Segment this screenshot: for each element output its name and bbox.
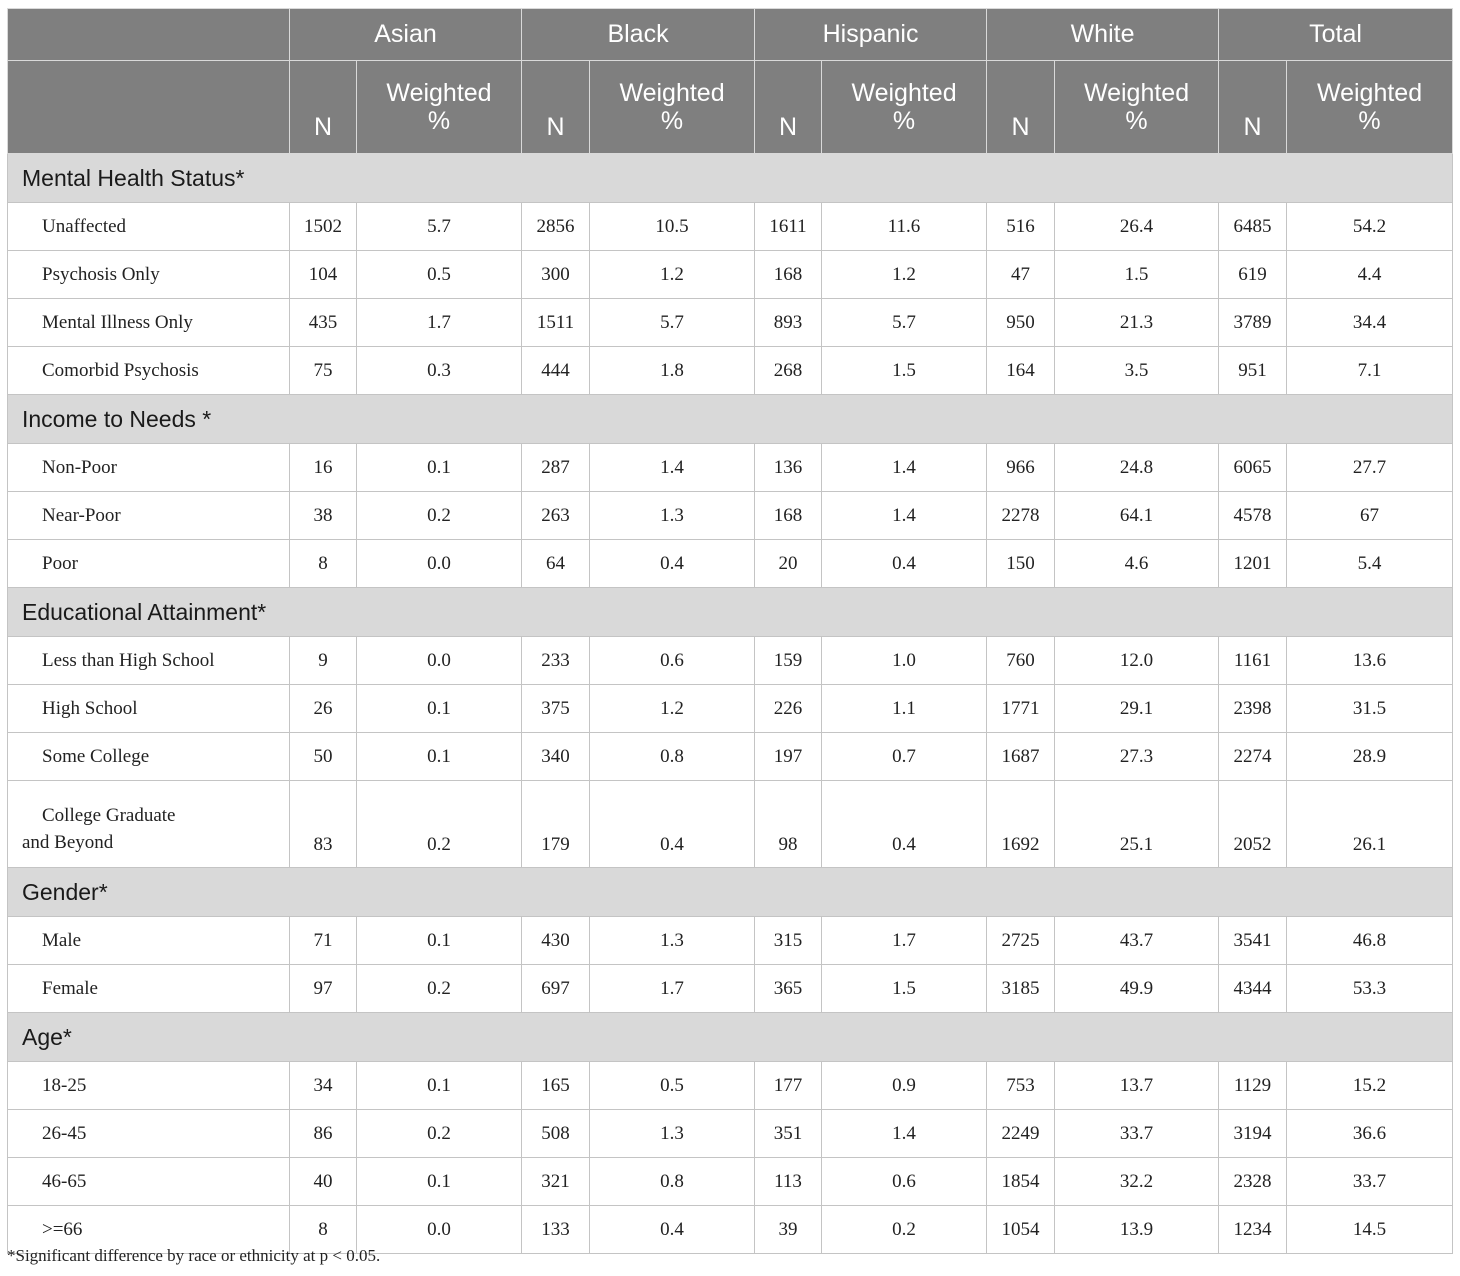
cell-weighted-pct: 67 — [1287, 492, 1453, 540]
cell-n: 340 — [522, 733, 590, 781]
cell-weighted-pct: 0.2 — [357, 492, 522, 540]
cell-n: 1234 — [1219, 1206, 1287, 1254]
header-weighted-line2: % — [892, 107, 916, 135]
cell-n: 1511 — [522, 299, 590, 347]
cell-n: 619 — [1219, 251, 1287, 299]
cell-weighted-pct: 1.2 — [590, 685, 755, 733]
header-weighted-line2: % — [427, 107, 451, 135]
cell-weighted-pct: 0.4 — [822, 540, 987, 588]
cell-weighted-pct: 26.4 — [1055, 203, 1219, 251]
cell-weighted-pct: 0.2 — [357, 781, 522, 868]
cell-n: 165 — [522, 1062, 590, 1110]
cell-n: 6065 — [1219, 444, 1287, 492]
cell-weighted-pct: 0.8 — [590, 733, 755, 781]
cell-weighted-pct: 1.3 — [590, 1110, 755, 1158]
cell-n: 2398 — [1219, 685, 1287, 733]
cell-weighted-pct: 26.1 — [1287, 781, 1453, 868]
cell-n: 168 — [755, 492, 822, 540]
header-group-total: Total — [1219, 9, 1453, 61]
table-row — [8, 733, 1453, 781]
table-footnote: *Significant difference by race or ethnicity at p < 0.05. — [7, 1246, 381, 1265]
section-row — [8, 1013, 1453, 1062]
cell-weighted-pct: 25.1 — [1055, 781, 1219, 868]
cell-n: 1129 — [1219, 1062, 1287, 1110]
cell-n: 287 — [522, 444, 590, 492]
cell-weighted-pct: 28.9 — [1287, 733, 1453, 781]
cell-n: 444 — [522, 347, 590, 395]
cell-weighted-pct: 5.7 — [357, 203, 522, 251]
row-label — [8, 781, 290, 868]
cell-n: 1201 — [1219, 540, 1287, 588]
row-label: >=66 — [8, 1206, 290, 1254]
cell-weighted-pct: 0.4 — [590, 781, 755, 868]
table-row — [8, 251, 1453, 299]
cell-n: 365 — [755, 965, 822, 1013]
cell-n: 1611 — [755, 203, 822, 251]
cell-n: 159 — [755, 637, 822, 685]
cell-weighted-pct: 1.4 — [822, 492, 987, 540]
table-row — [8, 540, 1453, 588]
cell-weighted-pct: 27.7 — [1287, 444, 1453, 492]
cell-weighted-pct: 0.5 — [590, 1062, 755, 1110]
row-label: Non-Poor — [8, 444, 290, 492]
cell-n: 4578 — [1219, 492, 1287, 540]
cell-n: 2328 — [1219, 1158, 1287, 1206]
cell-weighted-pct: 7.1 — [1287, 347, 1453, 395]
cell-weighted-pct: 1.0 — [822, 637, 987, 685]
cell-n: 321 — [522, 1158, 590, 1206]
cell-n: 430 — [522, 917, 590, 965]
cell-weighted-pct: 13.6 — [1287, 637, 1453, 685]
cell-weighted-pct: 0.1 — [357, 444, 522, 492]
cell-weighted-pct: 0.4 — [822, 781, 987, 868]
cell-weighted-pct: 32.2 — [1055, 1158, 1219, 1206]
cell-n: 104 — [290, 251, 357, 299]
cell-weighted-pct: 21.3 — [1055, 299, 1219, 347]
cell-n: 3541 — [1219, 917, 1287, 965]
cell-n: 951 — [1219, 347, 1287, 395]
table-header — [8, 9, 1453, 154]
cell-n: 516 — [987, 203, 1055, 251]
cell-weighted-pct: 0.1 — [357, 1062, 522, 1110]
cell-n: 315 — [755, 917, 822, 965]
cell-n: 40 — [290, 1158, 357, 1206]
row-label: Male — [8, 917, 290, 965]
cell-weighted-pct: 1.4 — [590, 444, 755, 492]
cell-n: 2249 — [987, 1110, 1055, 1158]
demographics-table — [7, 8, 1453, 1254]
cell-n: 177 — [755, 1062, 822, 1110]
cell-n: 2278 — [987, 492, 1055, 540]
row-label: Some College — [8, 733, 290, 781]
cell-n: 113 — [755, 1158, 822, 1206]
header-weighted-hispanic — [822, 61, 987, 154]
table-row — [8, 917, 1453, 965]
cell-weighted-pct: 1.5 — [822, 965, 987, 1013]
header-weighted-line1: Weighted — [1083, 79, 1190, 107]
cell-n: 86 — [290, 1110, 357, 1158]
cell-weighted-pct: 0.0 — [357, 637, 522, 685]
cell-weighted-pct: 1.8 — [590, 347, 755, 395]
cell-weighted-pct: 1.7 — [357, 299, 522, 347]
cell-weighted-pct: 29.1 — [1055, 685, 1219, 733]
cell-weighted-pct: 0.2 — [357, 965, 522, 1013]
cell-weighted-pct: 1.2 — [822, 251, 987, 299]
cell-n: 6485 — [1219, 203, 1287, 251]
row-label: Psychosis Only — [8, 251, 290, 299]
cell-n: 1054 — [987, 1206, 1055, 1254]
cell-weighted-pct: 33.7 — [1287, 1158, 1453, 1206]
header-n-white: N — [987, 61, 1055, 154]
table-row — [8, 637, 1453, 685]
cell-n: 1161 — [1219, 637, 1287, 685]
section-row — [8, 588, 1453, 637]
cell-n: 375 — [522, 685, 590, 733]
header-weighted-line1: Weighted — [386, 79, 492, 107]
header-group-white: White — [987, 9, 1219, 61]
header-group-black: Black — [522, 9, 755, 61]
section-title: Gender* — [8, 868, 1453, 917]
cell-weighted-pct: 0.1 — [357, 733, 522, 781]
cell-n: 966 — [987, 444, 1055, 492]
cell-weighted-pct: 1.2 — [590, 251, 755, 299]
cell-weighted-pct: 5.7 — [590, 299, 755, 347]
cell-weighted-pct: 3.5 — [1055, 347, 1219, 395]
cell-weighted-pct: 0.3 — [357, 347, 522, 395]
cell-n: 9 — [290, 637, 357, 685]
cell-weighted-pct: 0.6 — [822, 1158, 987, 1206]
cell-n: 2856 — [522, 203, 590, 251]
cell-n: 97 — [290, 965, 357, 1013]
cell-weighted-pct: 10.5 — [590, 203, 755, 251]
cell-n: 179 — [522, 781, 590, 868]
table-row — [8, 685, 1453, 733]
cell-weighted-pct: 1.4 — [822, 1110, 987, 1158]
table-row — [8, 1158, 1453, 1206]
row-label: High School — [8, 685, 290, 733]
cell-n: 4344 — [1219, 965, 1287, 1013]
cell-n: 2725 — [987, 917, 1055, 965]
cell-n: 233 — [522, 637, 590, 685]
cell-n: 8 — [290, 540, 357, 588]
cell-weighted-pct: 0.0 — [357, 1206, 522, 1254]
cell-n: 26 — [290, 685, 357, 733]
cell-n: 950 — [987, 299, 1055, 347]
row-label: Unaffected — [8, 203, 290, 251]
cell-n: 64 — [522, 540, 590, 588]
cell-n: 197 — [755, 733, 822, 781]
cell-weighted-pct: 33.7 — [1055, 1110, 1219, 1158]
cell-n: 300 — [522, 251, 590, 299]
header-n-hispanic: N — [755, 61, 822, 154]
cell-weighted-pct: 0.6 — [590, 637, 755, 685]
row-label-line2: and Beyond — [22, 832, 114, 853]
cell-n: 133 — [522, 1206, 590, 1254]
cell-weighted-pct: 31.5 — [1287, 685, 1453, 733]
cell-weighted-pct: 15.2 — [1287, 1062, 1453, 1110]
cell-weighted-pct: 0.0 — [357, 540, 522, 588]
cell-n: 3185 — [987, 965, 1055, 1013]
cell-weighted-pct: 0.5 — [357, 251, 522, 299]
cell-n: 150 — [987, 540, 1055, 588]
cell-weighted-pct: 54.2 — [1287, 203, 1453, 251]
cell-weighted-pct: 1.7 — [590, 965, 755, 1013]
cell-n: 164 — [987, 347, 1055, 395]
table-row — [8, 299, 1453, 347]
cell-weighted-pct: 1.7 — [822, 917, 987, 965]
table-row — [8, 444, 1453, 492]
cell-weighted-pct: 46.8 — [1287, 917, 1453, 965]
cell-n: 16 — [290, 444, 357, 492]
cell-weighted-pct: 5.4 — [1287, 540, 1453, 588]
cell-n: 20 — [755, 540, 822, 588]
section-title: Age* — [8, 1013, 1453, 1062]
cell-weighted-pct: 27.3 — [1055, 733, 1219, 781]
cell-n: 435 — [290, 299, 357, 347]
header-weighted-line1: Weighted — [1316, 79, 1423, 107]
header-subcolumn-row — [8, 61, 1453, 154]
row-label: Near-Poor — [8, 492, 290, 540]
header-weighted-total — [1287, 61, 1453, 154]
cell-weighted-pct: 4.4 — [1287, 251, 1453, 299]
cell-weighted-pct: 1.1 — [822, 685, 987, 733]
row-label: Mental Illness Only — [8, 299, 290, 347]
cell-weighted-pct: 53.3 — [1287, 965, 1453, 1013]
cell-weighted-pct: 5.7 — [822, 299, 987, 347]
row-label: 46-65 — [8, 1158, 290, 1206]
section-title: Mental Health Status* — [8, 154, 1453, 203]
table-row — [8, 203, 1453, 251]
cell-n: 83 — [290, 781, 357, 868]
header-weighted-line2: % — [1125, 107, 1148, 135]
header-group-row — [8, 9, 1453, 61]
section-row — [8, 395, 1453, 444]
row-label: 18-25 — [8, 1062, 290, 1110]
table-row — [8, 781, 1453, 868]
row-label: Comorbid Psychosis — [8, 347, 290, 395]
cell-n: 753 — [987, 1062, 1055, 1110]
cell-n: 39 — [755, 1206, 822, 1254]
cell-weighted-pct: 0.9 — [822, 1062, 987, 1110]
cell-n: 8 — [290, 1206, 357, 1254]
row-label: Less than High School — [8, 637, 290, 685]
cell-n: 98 — [755, 781, 822, 868]
cell-n: 47 — [987, 251, 1055, 299]
cell-weighted-pct: 0.1 — [357, 685, 522, 733]
cell-n: 2052 — [1219, 781, 1287, 868]
header-n-black: N — [522, 61, 590, 154]
cell-weighted-pct: 34.4 — [1287, 299, 1453, 347]
header-weighted-asian — [357, 61, 522, 154]
cell-n: 1687 — [987, 733, 1055, 781]
cell-n: 268 — [755, 347, 822, 395]
cell-n: 760 — [987, 637, 1055, 685]
row-label: 26-45 — [8, 1110, 290, 1158]
row-label-line1: College Graduate — [42, 805, 176, 826]
cell-weighted-pct: 13.9 — [1055, 1206, 1219, 1254]
cell-weighted-pct: 0.2 — [357, 1110, 522, 1158]
cell-n: 2274 — [1219, 733, 1287, 781]
cell-n: 1771 — [987, 685, 1055, 733]
table-row — [8, 1110, 1453, 1158]
header-weighted-line1: Weighted — [851, 79, 957, 107]
header-weighted-line2: % — [660, 107, 684, 135]
cell-weighted-pct: 0.7 — [822, 733, 987, 781]
section-title: Income to Needs * — [8, 395, 1453, 444]
cell-weighted-pct: 1.3 — [590, 492, 755, 540]
header-group-asian: Asian — [290, 9, 522, 61]
header-corner-sub — [8, 61, 290, 154]
cell-weighted-pct: 0.2 — [822, 1206, 987, 1254]
cell-weighted-pct: 49.9 — [1055, 965, 1219, 1013]
cell-n: 71 — [290, 917, 357, 965]
cell-n: 697 — [522, 965, 590, 1013]
cell-weighted-pct: 0.1 — [357, 1158, 522, 1206]
cell-n: 3194 — [1219, 1110, 1287, 1158]
table-body — [8, 154, 1453, 1254]
cell-weighted-pct: 43.7 — [1055, 917, 1219, 965]
cell-weighted-pct: 1.5 — [1055, 251, 1219, 299]
cell-n: 1854 — [987, 1158, 1055, 1206]
cell-weighted-pct: 4.6 — [1055, 540, 1219, 588]
section-title: Educational Attainment* — [8, 588, 1453, 637]
header-n-asian: N — [290, 61, 357, 154]
table-row — [8, 1062, 1453, 1110]
cell-weighted-pct: 64.1 — [1055, 492, 1219, 540]
section-row — [8, 868, 1453, 917]
cell-n: 3789 — [1219, 299, 1287, 347]
header-weighted-line1: Weighted — [619, 79, 725, 107]
header-weighted-white — [1055, 61, 1219, 154]
cell-weighted-pct: 0.4 — [590, 540, 755, 588]
header-weighted-black — [590, 61, 755, 154]
cell-weighted-pct: 36.6 — [1287, 1110, 1453, 1158]
header-weighted-line2: % — [1358, 107, 1381, 135]
cell-weighted-pct: 1.4 — [822, 444, 987, 492]
cell-n: 1692 — [987, 781, 1055, 868]
table-row — [8, 492, 1453, 540]
cell-n: 1502 — [290, 203, 357, 251]
cell-n: 38 — [290, 492, 357, 540]
cell-weighted-pct: 0.4 — [590, 1206, 755, 1254]
section-row — [8, 154, 1453, 203]
cell-n: 893 — [755, 299, 822, 347]
cell-weighted-pct: 0.8 — [590, 1158, 755, 1206]
cell-weighted-pct: 13.7 — [1055, 1062, 1219, 1110]
cell-n: 351 — [755, 1110, 822, 1158]
row-label: Poor — [8, 540, 290, 588]
cell-weighted-pct: 1.5 — [822, 347, 987, 395]
cell-weighted-pct: 24.8 — [1055, 444, 1219, 492]
cell-weighted-pct: 0.1 — [357, 917, 522, 965]
cell-n: 50 — [290, 733, 357, 781]
cell-n: 136 — [755, 444, 822, 492]
cell-n: 75 — [290, 347, 357, 395]
cell-weighted-pct: 1.3 — [590, 917, 755, 965]
cell-weighted-pct: 14.5 — [1287, 1206, 1453, 1254]
cell-n: 226 — [755, 685, 822, 733]
cell-n: 168 — [755, 251, 822, 299]
table-row — [8, 347, 1453, 395]
table-row — [8, 965, 1453, 1013]
cell-n: 263 — [522, 492, 590, 540]
header-n-total: N — [1219, 61, 1287, 154]
cell-weighted-pct: 12.0 — [1055, 637, 1219, 685]
cell-n: 34 — [290, 1062, 357, 1110]
cell-n: 508 — [522, 1110, 590, 1158]
header-corner — [8, 9, 290, 61]
row-label: Female — [8, 965, 290, 1013]
header-group-hispanic: Hispanic — [755, 9, 987, 61]
cell-weighted-pct: 11.6 — [822, 203, 987, 251]
